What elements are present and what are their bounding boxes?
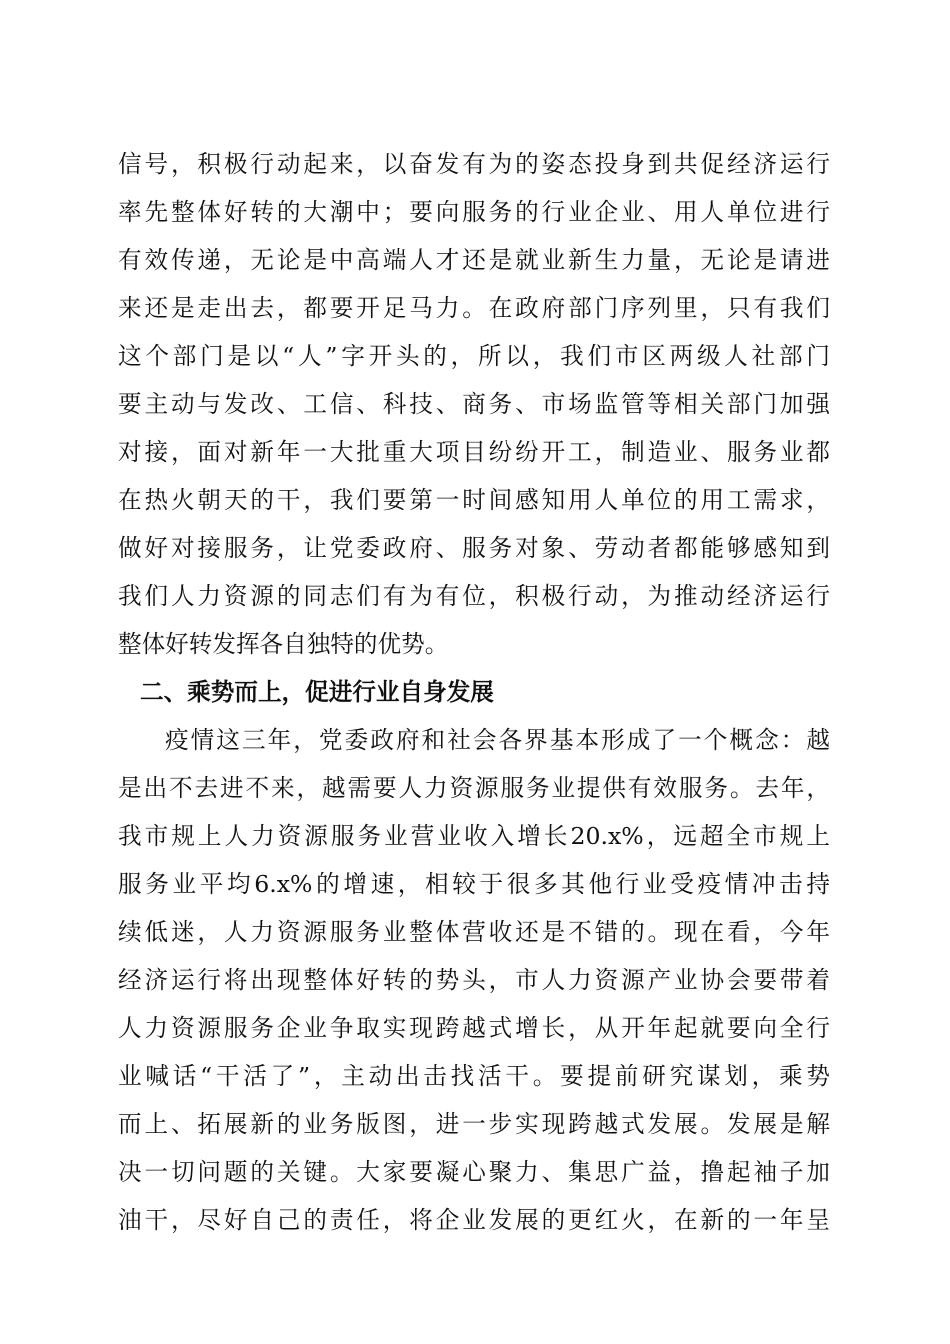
text-line: 要主动与发改、工信、科技、商务、市场监管等相关部门加强 (118, 390, 830, 418)
section-heading: 二、乘势而上，促进行业自身发展 (140, 678, 494, 706)
document-body (118, 140, 830, 1244)
text-line: 信号，积极行动起来，以奋发有为的姿态投身到共促经济运行 (118, 150, 830, 178)
text-line: 做好对接服务，让党委政府、服务对象、劳动者都能够感知到 (118, 534, 830, 562)
text-line: 业喊话“干活了”，主动出击找活干。要提前研究谋划，乘势 (118, 1062, 830, 1090)
text-line: 油干，尽好自己的责任，将企业发展的更红火，在新的一年呈 (118, 1206, 830, 1234)
text-line: 我们人力资源的同志们有为有位，积极行动，为推动经济运行 (118, 582, 830, 610)
text-line: 这个部门是以“人”字开头的，所以，我们市区两级人社部门 (118, 342, 830, 370)
text-line: 来还是走出去，都要开足马力。在政府部门序列里，只有我们 (118, 294, 830, 322)
text-line: 对接，面对新年一大批重大项目纷纷开工，制造业、服务业都 (118, 438, 830, 466)
paragraph-2 (118, 716, 830, 1244)
text-line: 在热火朝天的干，我们要第一时间感知用人单位的用工需求， (118, 486, 830, 514)
text-line: 我市规上人力资源服务业营业收入增长20.x%，远超全市规上 (118, 822, 830, 850)
paragraph-1 (118, 140, 830, 668)
text-line: 疫情这三年，党委政府和社会各界基本形成了一个概念：越 (165, 726, 830, 754)
text-line: 人力资源服务企业争取实现跨越式增长，从开年起就要向全行 (118, 1014, 830, 1042)
text-line: 整体好转发挥各自独特的优势。 (118, 630, 449, 658)
text-line: 有效传递，无论是中高端人才还是就业新生力量，无论是请进 (118, 246, 830, 274)
text-line: 率先整体好转的大潮中；要向服务的行业企业、用人单位进行 (118, 198, 830, 226)
text-line: 决一切问题的关键。大家要凝心聚力、集思广益，撸起袖子加 (118, 1158, 830, 1186)
text-line: 续低迷，人力资源服务业整体营收还是不错的。现在看，今年 (118, 918, 830, 946)
text-line: 而上、拓展新的业务版图，进一步实现跨越式发展。发展是解 (118, 1110, 830, 1138)
text-line: 是出不去进不来，越需要人力资源服务业提供有效服务。去年， (118, 774, 830, 802)
text-line: 服务业平均6.x%的增速，相较于很多其他行业受疫情冲击持 (118, 870, 830, 898)
text-line: 经济运行将出现整体好转的势头，市人力资源产业协会要带着 (118, 966, 830, 994)
